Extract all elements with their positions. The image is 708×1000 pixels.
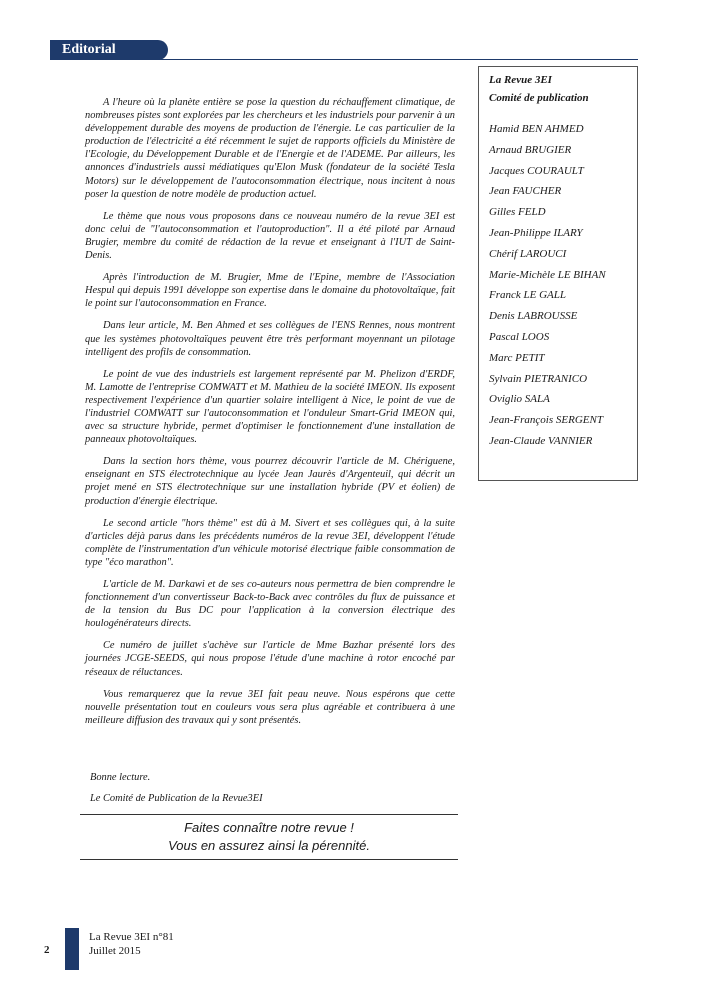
issue-date: Juillet 2015 [89,945,141,957]
promo-line-2: Vous en assurez ainsi la pérennité. [168,838,370,853]
committee-member: Jean-François SERGENT [489,414,603,427]
closing-greeting: Bonne lecture. [90,772,151,783]
editorial-paragraph: Le thème que nous vous proposons dans ce nouveau numéro de la revue 3EI est donc celui de "l'autoconsommation et l'autoproduction". Il a été piloté par Arnaud Brugier, membre du comité de rédaction de la revue et enseignant à l'IUT de Saint-Denis. [85,210,455,262]
editorial-paragraph: Dans la section hors thème, vous pourrez découvrir l'article de M. Chériguene, enseignant en STS électrotechnique au lycée Jean Jaurès d'Argenteuil, qui décrit un projet mené en STS électrotechnique sur une installation hybride (PV et éolien) de production d'énergie électrique. [85,456,455,507]
committee-member: Pascal LOOS [489,330,550,343]
committee-member: Marie-Michèle LE BIHAN [489,268,606,281]
committee-member: Chérif LAROUCI [489,247,567,260]
committee-member: Denis LABROUSSE [489,310,578,323]
editorial-paragraph: Dans leur article, M. Ben Ahmed et ses collègues de l'ENS Rennes, nous montrent que les systèmes photovoltaïques peuvent être très performant moyennant un pilotage intelligent des profils de consommation. [85,320,455,358]
committee-member: Jean FAUCHER [489,185,562,198]
committee-member: Franck LE GALL [489,289,566,302]
committee-box [478,66,638,481]
footer-issue-info [89,930,174,958]
section-header-tab [50,40,168,60]
promo-line-1: Faites connaître notre revue ! [184,820,354,835]
header-divider [50,59,638,60]
editorial-paragraph: L'article de M. Darkawi et de ses co-auteurs nous permettra de bien comprendre le fonctionnement d'un convertisseur Back-to-Back avec contrôles du flux de puissance et de la tension du Bus DC pour l'application à la conversion électrique des houlogénérateurs directs. [85,579,455,630]
editorial-signature: Le Comité de Publication de la Revue3EI [90,793,263,804]
committee-subtitle: Comité de publication [489,92,589,104]
committee-member: Arnaud BRUGIER [489,143,572,156]
editorial-paragraph: Le second article "hors thème" est dû à M. Sivert et ses collègues qui, à la suite d'articles déjà parus dans les précédents numéros de la revue 3EI, développent l'étude complète de l'instrumentation d'un véhicule motorisé électrique faible consommation de type "éco marathon". [85,517,455,568]
committee-member: Marc PETIT [489,351,545,364]
committee-member: Sylvain PIETRANICO [489,372,588,385]
editorial-paragraph: Ce numéro de juillet s'achève sur l'article de Mme Bazhar présenté lors des journées JCGE-SEEDS, qui nous propose l'étude d'une machine à rotor encoché par réseaux de réluctances. [85,640,455,678]
committee-title: La Revue 3EI [489,74,552,86]
committee-member: Jean-Philippe ILARY [489,226,583,239]
committee-member: Jean-Claude VANNIER [489,434,593,447]
editorial-paragraph: A l'heure où la planète entière se pose la question du réchauffement climatique, de nombreuses pistes sont explorées par les chercheurs et les industriels pour parvenir à un développement durable des moyens de production de l'énergie. Le cas particulier de la production de l'électricité a été récemment le sujet de rapports officiels du Ministère de l'Ecologie, du Développement Durable et de l'Energie et de l'ADEME. Par ailleurs, les annonces d'industriels aussi médiatiques qu'Elon Musk (fondateur de la société Tesla Motors) sur le développement de l'autoconsommation électrique, nous incitent à nous poser la question de notre modèle de production actuel. [85,97,455,200]
committee-member: Oviglio SALA [489,393,550,406]
committee-member: Jacques COURAULT [489,164,584,177]
page-number: 2 [44,944,50,956]
editorial-paragraph: Le point de vue des industriels est largement représenté par M. Phelizon d'ERDF, M. Lamotte de l'entreprise COMWATT et M. Mathieu de la société IMEON. Ils exposent respectivement l'expérience d'un quartier solaire intelligent à Nice, le point de vue de l'industriel COMWATT sur l'autoconsommation et l'onduleur Smart-Grid IMEON qui, avec sa structure hybride, permet d'optimiser le fonctionnement d'une installation de panneaux photovoltaïques. [85,368,455,446]
editorial-body [85,96,455,736]
committee-member-list [489,119,637,452]
footer-accent-bar [65,928,79,970]
section-title: Editorial [62,42,116,57]
committee-member: Gilles FELD [489,206,546,219]
editorial-paragraph: Après l'introduction de M. Brugier, Mme de l'Epine, membre de l'Association Hespul qui depuis 1991 développe son expertise dans le domaine du photovoltaïque, fait le point sur l'autoconsommation en France. [85,272,455,310]
issue-number: La Revue 3EI n°81 [89,931,174,943]
editorial-paragraph: Vous remarquerez que la revue 3EI fait peau neuve. Nous espérons que cette nouvelle présentation tout en couleurs vous sera plus agréable et contribuera à une meilleure diffusion des travaux qui y sont présentés. [85,688,455,726]
promo-box [80,814,458,860]
committee-member: Hamid BEN AHMED [489,123,584,135]
